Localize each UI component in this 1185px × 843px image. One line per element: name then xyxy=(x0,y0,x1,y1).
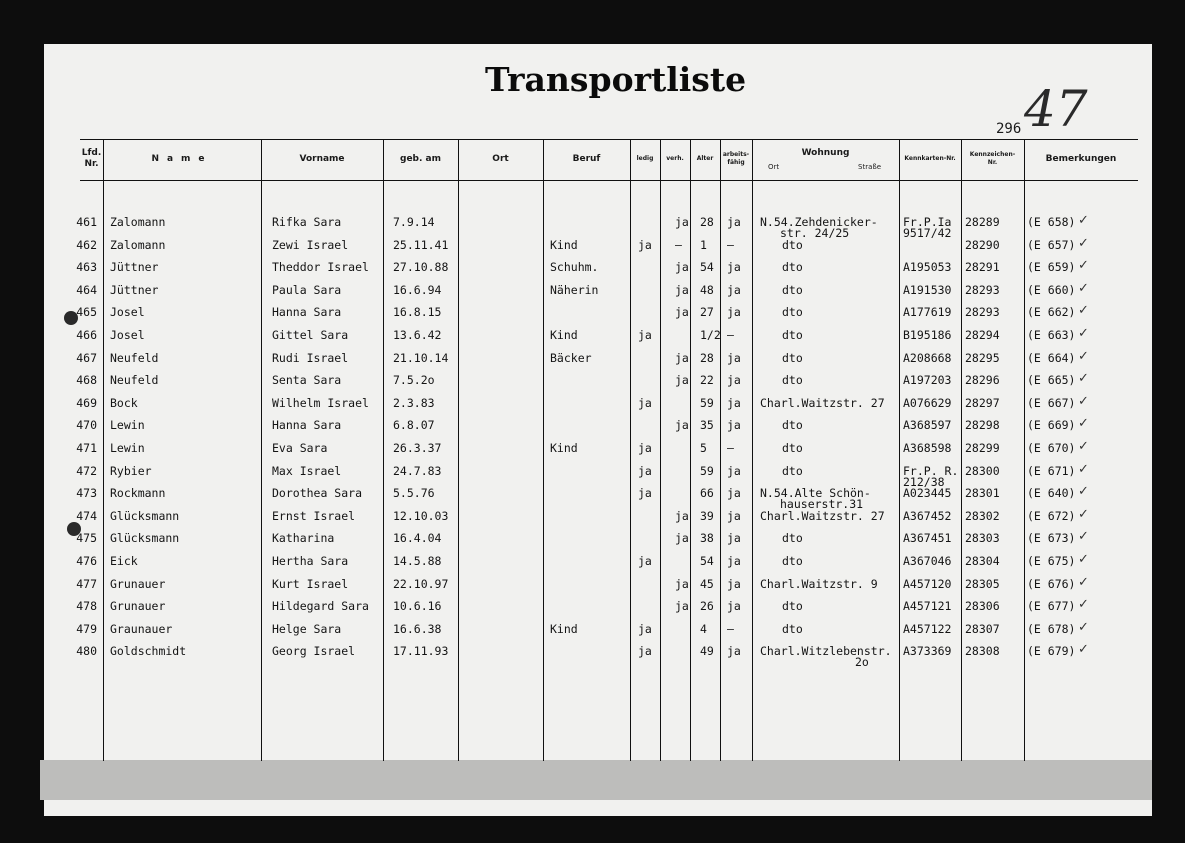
cell-kennzeichen: 28293 xyxy=(965,282,1000,297)
cell-bemerkungen: (E 675) xyxy=(1027,554,1076,568)
cell-kennkarten: A195053 xyxy=(903,260,952,275)
cell-kennkarten: Fr.P. R. xyxy=(903,463,959,478)
cell-name: Glücksmann xyxy=(110,508,180,523)
cell-name: Rybier xyxy=(110,463,152,478)
cell-vorname: Eva Sara xyxy=(272,441,328,455)
cell-verh: ja xyxy=(675,350,689,365)
cell-name: Zalomann xyxy=(110,215,166,229)
cell-kennzeichen: 28306 xyxy=(965,599,1000,614)
cell-vorname: Hanna Sara xyxy=(272,305,342,320)
cell-kennkarten: A457121 xyxy=(903,599,952,614)
cell-arbeitsfaehig: ja xyxy=(727,305,741,320)
cell-kennkarten: Fr.P.Ia xyxy=(903,215,952,229)
cell-wohnung: dto xyxy=(782,531,803,546)
cell-bemerkungen: (E 671) xyxy=(1027,463,1076,478)
cell-name: Jüttner xyxy=(110,260,159,275)
cell-alter: 35 xyxy=(700,418,714,433)
cell-geb-am: 16.4.04 xyxy=(393,531,442,546)
cell-kennzeichen: 28302 xyxy=(965,508,1000,523)
column-divider xyxy=(458,139,459,761)
cell-alter: 1/2 xyxy=(700,328,721,342)
cell-vorname: Hildegard Sara xyxy=(272,599,369,614)
cell-ledig: ja xyxy=(638,486,652,501)
cell-kennzeichen: 28299 xyxy=(965,441,1000,455)
cell-bemerkungen: (E 676) xyxy=(1027,576,1076,591)
cell-arbeitsfaehig: ja xyxy=(727,373,741,388)
cell-kennzeichen: 28307 xyxy=(965,621,1000,636)
cell-kennkarten: A197203 xyxy=(903,373,952,388)
cell-kennzeichen: 28296 xyxy=(965,373,1000,388)
cell-nr: 470 xyxy=(76,418,97,433)
cell-verh: ja xyxy=(675,599,689,614)
cell-arbeitsfaehig: – xyxy=(727,441,734,455)
cell-geb-am: 5.5.76 xyxy=(393,486,435,501)
cell-vorname: Georg Israel xyxy=(272,644,356,659)
cell-bemerkungen: (E 679) xyxy=(1027,644,1076,659)
check-mark-icon: ✓ xyxy=(1078,552,1089,567)
cell-arbeitsfaehig: – xyxy=(727,328,734,342)
cell-verh: ja xyxy=(675,418,689,433)
cell-beruf: Kind xyxy=(550,237,578,252)
cell-name: Eick xyxy=(110,554,138,568)
cell-geb-am: 12.10.03 xyxy=(393,508,449,523)
cell-name: Rockmann xyxy=(110,486,166,501)
cell-vorname: Paula Sara xyxy=(272,282,342,297)
cell-geb-am: 16.6.94 xyxy=(393,282,442,297)
cell-wohnung: N.54.Zehdenicker- xyxy=(760,215,878,229)
cell-kennkarten: A367451 xyxy=(903,531,952,546)
header-ledig: ledig xyxy=(636,155,654,162)
cell-nr: 467 xyxy=(76,350,97,365)
cell-ledig: ja xyxy=(638,554,652,568)
cell-geb-am: 26.3.37 xyxy=(393,441,442,455)
cell-arbeitsfaehig: – xyxy=(727,621,734,636)
header-wohnung-strasse: Straße xyxy=(858,163,882,171)
cell-nr: 472 xyxy=(76,463,97,478)
cell-wohnung: dto xyxy=(782,621,803,636)
cell-kennkarten: A457120 xyxy=(903,576,952,591)
cell-geb-am: 25.11.41 xyxy=(393,237,449,252)
cell-name: Bock xyxy=(110,395,138,410)
cell-ledig: ja xyxy=(638,328,652,342)
cell-wohnung: Charl.Waitzstr. 27 xyxy=(760,395,885,410)
cell-ledig: ja xyxy=(638,237,652,252)
cell-bemerkungen: (E 673) xyxy=(1027,531,1076,546)
header-geb-am: geb. am xyxy=(400,153,441,164)
cell-vorname: Rudi Israel xyxy=(272,350,349,365)
cell-alter: 27 xyxy=(700,305,714,320)
column-divider xyxy=(630,139,631,761)
cell-bemerkungen: (E 672) xyxy=(1027,508,1076,523)
cell-verh: ja xyxy=(675,260,689,275)
cell-arbeitsfaehig: – xyxy=(727,237,734,252)
header-arbeitsfaehig xyxy=(720,140,752,178)
header-kennkarten xyxy=(899,140,961,178)
check-mark-icon: ✓ xyxy=(1078,574,1089,590)
cell-geb-am: 2.3.83 xyxy=(393,395,435,410)
check-mark-icon: ✓ xyxy=(1078,597,1089,613)
cell-kennzeichen: 28308 xyxy=(965,644,1000,659)
cell-vorname: Kurt Israel xyxy=(272,576,349,591)
cell-kennkarten: B195186 xyxy=(903,328,952,342)
column-divider xyxy=(660,139,661,761)
cell-alter: 59 xyxy=(700,463,714,478)
cell-bemerkungen: (E 669) xyxy=(1027,418,1076,433)
header-name: Name xyxy=(151,153,213,164)
cell-nr: 475 xyxy=(76,531,97,546)
cell-ledig: ja xyxy=(638,463,652,478)
cell-wohnung: Charl.Waitzstr. 27 xyxy=(760,508,885,523)
cell-bemerkungen: (E 663) xyxy=(1027,328,1076,342)
check-mark-icon: ✓ xyxy=(1078,484,1089,500)
cell-kennkarten: A177619 xyxy=(903,305,952,320)
cell-kennkarten: A373369 xyxy=(903,644,952,659)
cell-wohnung-line2: str. 24/25 xyxy=(780,226,850,240)
cell-nr: 463 xyxy=(76,260,97,275)
cell-arbeitsfaehig: ja xyxy=(727,418,741,433)
cell-vorname: Senta Sara xyxy=(272,373,342,388)
cell-arbeitsfaehig: ja xyxy=(727,554,741,568)
cell-vorname: Helge Sara xyxy=(272,621,342,636)
cell-name: Glücksmann xyxy=(110,531,180,546)
header-kennzeichen-label: Kennzeichen- xyxy=(969,151,1016,158)
cell-name: Graunauer xyxy=(110,621,173,636)
cell-bemerkungen: (E 658) xyxy=(1027,215,1076,229)
cell-name: Josel xyxy=(110,305,145,320)
cell-geb-am: 24.7.83 xyxy=(393,463,442,478)
header-bottom-rule xyxy=(80,180,1138,181)
cell-bemerkungen: (E 662) xyxy=(1027,305,1076,320)
page-number: 296 xyxy=(996,121,1022,137)
header-wohnung-ort: Ort xyxy=(768,163,780,171)
cell-name: Grunauer xyxy=(110,576,166,591)
cell-vorname: Zewi Israel xyxy=(272,237,349,252)
cell-alter: 49 xyxy=(700,644,714,659)
cell-kennzeichen: 28305 xyxy=(965,576,1000,591)
cell-arbeitsfaehig: ja xyxy=(727,576,741,591)
cell-bemerkungen: (E 657) xyxy=(1027,237,1076,252)
cell-name: Zalomann xyxy=(110,237,166,252)
cell-arbeitsfaehig: ja xyxy=(727,395,741,410)
cell-nr: 466 xyxy=(76,328,97,342)
cell-kennzeichen: 28293 xyxy=(965,305,1000,320)
cell-wohnung: dto xyxy=(782,441,803,455)
cell-bemerkungen: (E 664) xyxy=(1027,350,1076,365)
header-lfd-label: Lfd. xyxy=(81,148,102,158)
header-bemerkungen: Bemerkungen xyxy=(1045,153,1117,164)
cell-bemerkungen: (E 640) xyxy=(1027,486,1076,501)
check-mark-icon: ✓ xyxy=(1078,439,1089,454)
cell-kennzeichen: 28298 xyxy=(965,418,1000,433)
cell-verh: ja xyxy=(675,373,689,388)
cell-alter: 39 xyxy=(700,508,714,523)
cell-nr: 471 xyxy=(76,441,97,455)
cell-wohnung: dto xyxy=(782,260,803,275)
cell-kennkarten: A367046 xyxy=(903,554,952,568)
cell-bemerkungen: (E 660) xyxy=(1027,282,1076,297)
header-alter: Alter xyxy=(696,155,714,162)
cell-nr: 464 xyxy=(76,282,97,297)
column-divider xyxy=(103,139,104,761)
cell-verh: ja xyxy=(675,215,689,229)
cell-geb-am: 14.5.88 xyxy=(393,554,442,568)
cell-alter: 59 xyxy=(700,395,714,410)
cell-verh: ja xyxy=(675,305,689,320)
cell-name: Goldschmidt xyxy=(110,644,187,659)
cell-geb-am: 17.11.93 xyxy=(393,644,449,659)
cell-alter: 66 xyxy=(700,486,714,501)
check-mark-icon: ✓ xyxy=(1078,235,1089,251)
check-mark-icon: ✓ xyxy=(1078,416,1089,432)
cell-kennkarten: A191530 xyxy=(903,282,952,297)
cell-wohnung-line2: hauserstr.31 xyxy=(780,497,864,512)
cell-alter: 5 xyxy=(700,441,707,455)
cell-ledig: ja xyxy=(638,644,652,659)
cell-arbeitsfaehig: ja xyxy=(727,282,741,297)
header-arbeits-label: arbeits- xyxy=(722,151,750,158)
cell-nr: 479 xyxy=(76,621,97,636)
cell-beruf: Kind xyxy=(550,441,578,455)
cell-kennzeichen: 28300 xyxy=(965,463,1000,478)
column-divider xyxy=(720,139,721,761)
cell-geb-am: 13.6.42 xyxy=(393,328,442,342)
cell-geb-am: 16.8.15 xyxy=(393,305,442,320)
cell-verh: ja xyxy=(675,282,689,297)
cell-kennkarten: A457122 xyxy=(903,621,952,636)
cell-kennzeichen: 28289 xyxy=(965,215,1000,229)
header-wohnung xyxy=(752,140,899,178)
cell-geb-am: 21.10.14 xyxy=(393,350,449,365)
cell-wohnung: dto xyxy=(782,373,803,388)
cell-alter: 45 xyxy=(700,576,714,591)
cell-nr: 465 xyxy=(76,305,97,320)
column-divider xyxy=(899,139,900,761)
column-divider xyxy=(690,139,691,761)
cell-vorname: Theddor Israel xyxy=(272,260,369,275)
cell-verh: ja xyxy=(675,531,689,546)
cell-wohnung: dto xyxy=(782,350,803,365)
cell-geb-am: 16.6.38 xyxy=(393,621,442,636)
cell-vorname: Katharina xyxy=(272,531,335,546)
cell-wohnung: dto xyxy=(782,237,803,252)
check-mark-icon: ✓ xyxy=(1078,642,1089,658)
column-divider xyxy=(261,139,262,761)
cell-nr: 477 xyxy=(76,576,97,591)
sheet-bottom-edge xyxy=(40,760,1152,800)
cell-kennzeichen: 28295 xyxy=(965,350,1000,365)
cell-kennkarten: A368598 xyxy=(903,441,952,455)
header-nr-label: Nr. xyxy=(84,159,99,169)
document-title: Transportliste xyxy=(485,60,747,99)
check-mark-icon: ✓ xyxy=(1078,461,1089,477)
check-mark-icon: ✓ xyxy=(1078,213,1089,228)
header-verh: verh. xyxy=(666,155,684,162)
cell-alter: 28 xyxy=(700,350,714,365)
cell-kennkarten-line2: 212/38 xyxy=(903,474,945,489)
cell-kennkarten: A076629 xyxy=(903,395,952,410)
check-mark-icon: ✓ xyxy=(1078,371,1089,387)
cell-wohnung: dto xyxy=(782,599,803,614)
cell-vorname: Wilhelm Israel xyxy=(272,395,369,410)
cell-bemerkungen: (E 667) xyxy=(1027,395,1076,410)
cell-alter: 54 xyxy=(700,260,714,275)
cell-vorname: Hertha Sara xyxy=(272,554,349,568)
cell-wohnung: Charl.Witzlebenstr. xyxy=(760,644,892,659)
cell-vorname: Max Israel xyxy=(272,463,342,478)
cell-nr: 480 xyxy=(76,644,97,659)
cell-alter: 28 xyxy=(700,215,714,229)
cell-verh: – xyxy=(675,237,682,252)
cell-bemerkungen: (E 665) xyxy=(1027,373,1076,388)
header-ort: Ort xyxy=(492,153,509,164)
check-mark-icon: ✓ xyxy=(1078,280,1089,296)
cell-kennzeichen: 28303 xyxy=(965,531,1000,546)
cell-beruf: Schuhm. xyxy=(550,260,599,275)
cell-wohnung: N.54.Alte Schön- xyxy=(760,486,871,501)
cell-beruf: Kind xyxy=(550,621,578,636)
cell-alter: 54 xyxy=(700,554,714,568)
cell-arbeitsfaehig: ja xyxy=(727,599,741,614)
check-mark-icon: ✓ xyxy=(1078,619,1089,635)
check-mark-icon: ✓ xyxy=(1078,506,1089,522)
cell-verh: ja xyxy=(675,508,689,523)
cell-kennkarten-line2: 9517/42 xyxy=(903,226,952,240)
cell-wohnung: dto xyxy=(782,305,803,320)
check-mark-icon: ✓ xyxy=(1078,303,1089,319)
header-kennzeichen-nr: Nr. xyxy=(987,159,998,166)
cell-arbeitsfaehig: ja xyxy=(727,508,741,523)
column-divider xyxy=(1024,139,1025,761)
header-lfd-nr xyxy=(80,140,103,178)
cell-nr: 468 xyxy=(76,373,97,388)
cell-vorname: Dorothea Sara xyxy=(272,486,363,501)
cell-geb-am: 22.10.97 xyxy=(393,576,449,591)
header-beruf: Beruf xyxy=(572,153,601,164)
cell-nr: 469 xyxy=(76,395,97,410)
cell-nr: 474 xyxy=(76,508,97,523)
check-mark-icon: ✓ xyxy=(1078,529,1089,545)
cell-nr: 473 xyxy=(76,486,97,501)
cell-geb-am: 6.8.07 xyxy=(393,418,435,433)
cell-geb-am: 7.5.2o xyxy=(393,373,435,388)
cell-ledig: ja xyxy=(638,621,652,636)
cell-alter: 26 xyxy=(700,599,714,614)
cell-nr: 478 xyxy=(76,599,97,614)
cell-arbeitsfaehig: ja xyxy=(727,531,741,546)
cell-arbeitsfaehig: ja xyxy=(727,350,741,365)
cell-arbeitsfaehig: ja xyxy=(727,260,741,275)
cell-kennzeichen: 28304 xyxy=(965,554,1000,568)
cell-arbeitsfaehig: ja xyxy=(727,486,741,501)
cell-beruf: Bäcker xyxy=(550,350,592,365)
header-kennkarten-label: Kennkarten-Nr. xyxy=(904,155,956,162)
cell-verh: ja xyxy=(675,576,689,591)
cell-name: Lewin xyxy=(110,418,145,433)
cell-arbeitsfaehig: ja xyxy=(727,644,741,659)
cell-name: Lewin xyxy=(110,441,145,455)
cell-wohnung: dto xyxy=(782,328,803,342)
cell-kennzeichen: 28297 xyxy=(965,395,1000,410)
cell-kennzeichen: 28301 xyxy=(965,486,1000,501)
cell-wohnung-line2: 2o xyxy=(855,655,869,670)
cell-kennzeichen: 28290 xyxy=(965,237,1000,252)
cell-wohnung: dto xyxy=(782,554,803,568)
cell-ledig: ja xyxy=(638,395,652,410)
cell-wohnung: Charl.Waitzstr. 9 xyxy=(760,576,878,591)
column-divider xyxy=(752,139,753,761)
cell-bemerkungen: (E 678) xyxy=(1027,621,1076,636)
cell-alter: 1 xyxy=(700,237,707,252)
cell-name: Grunauer xyxy=(110,599,166,614)
cell-wohnung: dto xyxy=(782,282,803,297)
check-mark-icon: ✓ xyxy=(1078,258,1089,274)
cell-vorname: Rifka Sara xyxy=(272,215,342,229)
cell-kennkarten: A367452 xyxy=(903,508,952,523)
cell-name: Josel xyxy=(110,328,145,342)
cell-arbeitsfaehig: ja xyxy=(727,463,741,478)
cell-name: Neufeld xyxy=(110,373,159,388)
check-mark-icon: ✓ xyxy=(1078,348,1089,364)
cell-name: Jüttner xyxy=(110,282,159,297)
cell-bemerkungen: (E 659) xyxy=(1027,260,1076,275)
header-kennzeichen xyxy=(961,140,1024,178)
cell-alter: 4 xyxy=(700,621,707,636)
cell-bemerkungen: (E 677) xyxy=(1027,599,1076,614)
cell-nr: 476 xyxy=(76,554,97,568)
column-divider xyxy=(961,139,962,761)
cell-nr: 462 xyxy=(76,237,97,252)
check-mark-icon: ✓ xyxy=(1078,393,1089,409)
cell-wohnung: dto xyxy=(782,463,803,478)
cell-kennzeichen: 28294 xyxy=(965,328,1000,342)
check-mark-icon: ✓ xyxy=(1078,326,1089,341)
cell-vorname: Gittel Sara xyxy=(272,328,349,342)
cell-geb-am: 27.10.88 xyxy=(393,260,449,275)
cell-kennkarten: A023445 xyxy=(903,486,952,501)
cell-name: Neufeld xyxy=(110,350,159,365)
handwritten-number: 47 xyxy=(1024,80,1088,138)
cell-vorname: Hanna Sara xyxy=(272,418,342,433)
cell-vorname: Ernst Israel xyxy=(272,508,356,523)
header-wohnung-label: Wohnung xyxy=(801,148,850,158)
cell-beruf: Näherin xyxy=(550,282,599,297)
header-faehig-label: fähig xyxy=(727,159,745,166)
cell-ledig: ja xyxy=(638,441,652,455)
cell-wohnung: dto xyxy=(782,418,803,433)
cell-kennzeichen: 28291 xyxy=(965,260,1000,275)
column-divider xyxy=(543,139,544,761)
cell-kennkarten: A368597 xyxy=(903,418,952,433)
cell-alter: 38 xyxy=(700,531,714,546)
column-divider xyxy=(383,139,384,761)
cell-nr: 461 xyxy=(76,215,97,229)
cell-beruf: Kind xyxy=(550,328,578,342)
cell-arbeitsfaehig: ja xyxy=(727,215,741,229)
cell-kennkarten: A208668 xyxy=(903,350,952,365)
cell-geb-am: 10.6.16 xyxy=(393,599,442,614)
cell-bemerkungen: (E 670) xyxy=(1027,441,1076,455)
cell-alter: 22 xyxy=(700,373,714,388)
cell-alter: 48 xyxy=(700,282,714,297)
header-vorname: Vorname xyxy=(299,153,345,164)
cell-geb-am: 7.9.14 xyxy=(393,215,435,229)
